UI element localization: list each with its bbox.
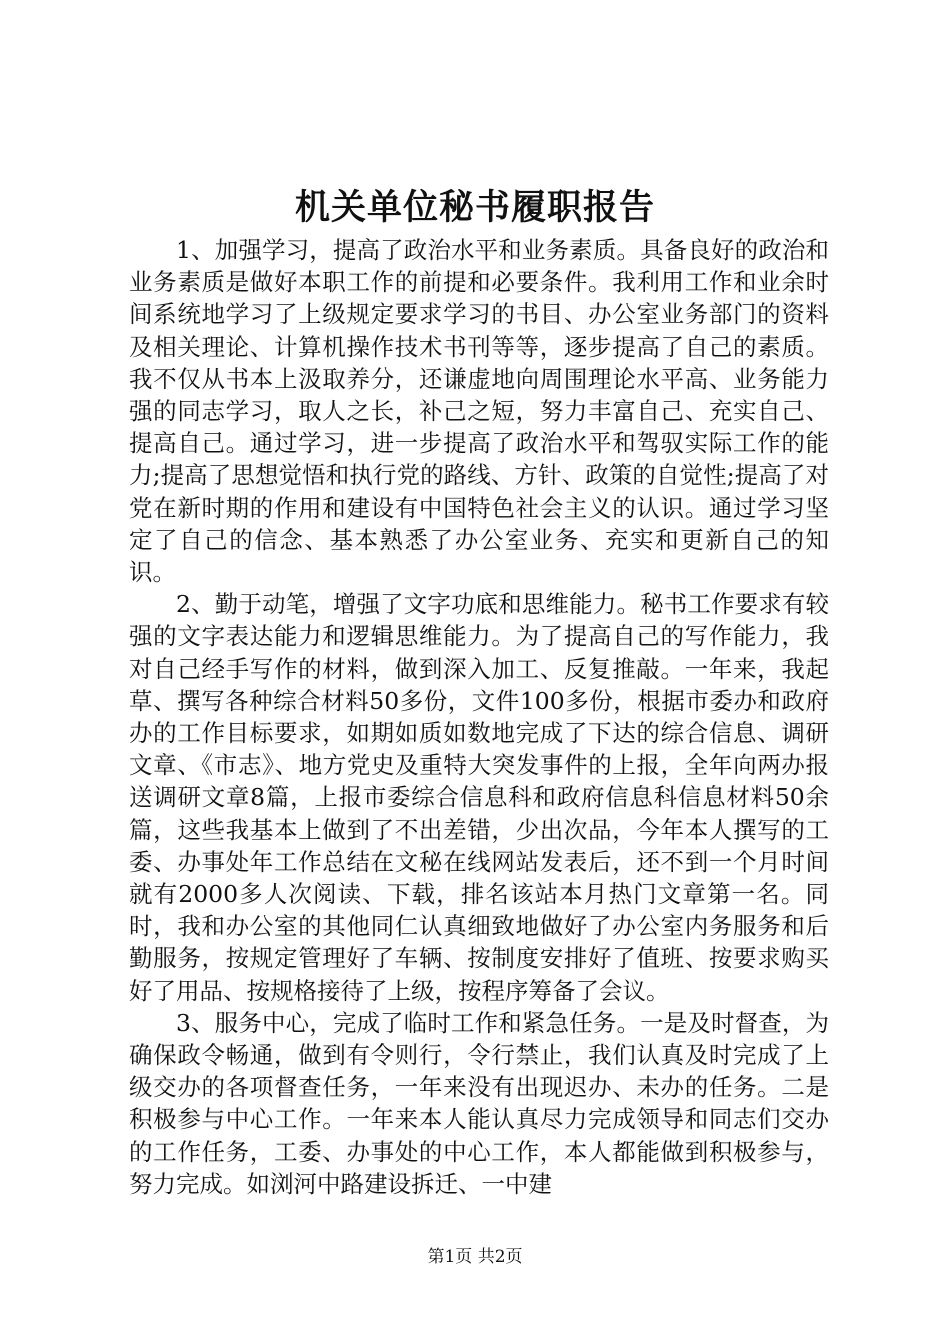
paragraph-1: 1、加强学习，提高了政治水平和业务素质。具备良好的政治和业务素质是做好本职工作的前提和必要条件。我利用工作和业余时间系统地学习了上级规定要求学习的书目、办公室业务部门的资料及相关理论、计算机操作技术书刊等等，逐步提高了自己的素质。我不仅从书本上汲取养分，还谦虚地向周围理论水平高、业务能力强的同志学习，取人之长，补己之短，努力丰富自己、充实自己、提高自己。通过学习，进一步提高了政治水平和驾驭实际工作的能力;提高了思想觉悟和执行党的路线、方针、政策的自觉性;提高了对党在新时期的作用和建设有中国特色社会主义的认识。通过学习坚定了自己的信念、基本熟悉了办公室业务、充实和更新自己的知识。 <box>129 236 829 587</box>
document-title: 机关单位秘书履职报告 <box>294 187 655 228</box>
page-number-footer: 第1页 共2页 <box>427 1247 523 1267</box>
paragraph-2: 2、勤于动笔，增强了文字功底和思维能力。秘书工作要求有较强的文字表达能力和逻辑思维能力。为了提高自己的写作能力，我对自己经手写作的材料，做到深入加工、反复推敲。一年来，我起草、撰写各种综合材料50多份，文件100多份，根据市委办和政府办的工作目标要求，如期如质如数地完成了下达的综合信息、调研文章、《市志》、地方党史及重特大突发事件的上报，全年向两办报送调研文章8篇，上报市委综合信息科和政府信息科信息材料50余篇，这些我基本上做到了不出差错，少出次品，今年本人撰写的工委、办事处年工作总结在文秘在线网站发表后，还不到一个月时间就有2000多人次阅读、下载，排名该站本月热门文章第一名。同时，我和办公室的其他同仁认真细致地做好了办公室内务服务和后勤服务，按规定管理好了车辆、按制度安排好了值班、按要求购买好了用品、按规格接待了上级，按程序筹备了会议。 <box>129 590 829 1005</box>
paragraph-3: 3、服务中心，完成了临时工作和紧急任务。一是及时督查，为确保政令畅通，做到有令则行，令行禁止，我们认真及时完成了上级交办的各项督查任务，一年来没有出现迟办、未办的任务。二是积极参与中心工作。一年来本人能认真尽力完成领导和同志们交办的工作任务，工委、办事处的中心工作，本人都能做到积极参与，努力完成。如浏河中路建设拆迁、一中建 <box>129 1008 829 1198</box>
document-body <box>129 234 829 1200</box>
